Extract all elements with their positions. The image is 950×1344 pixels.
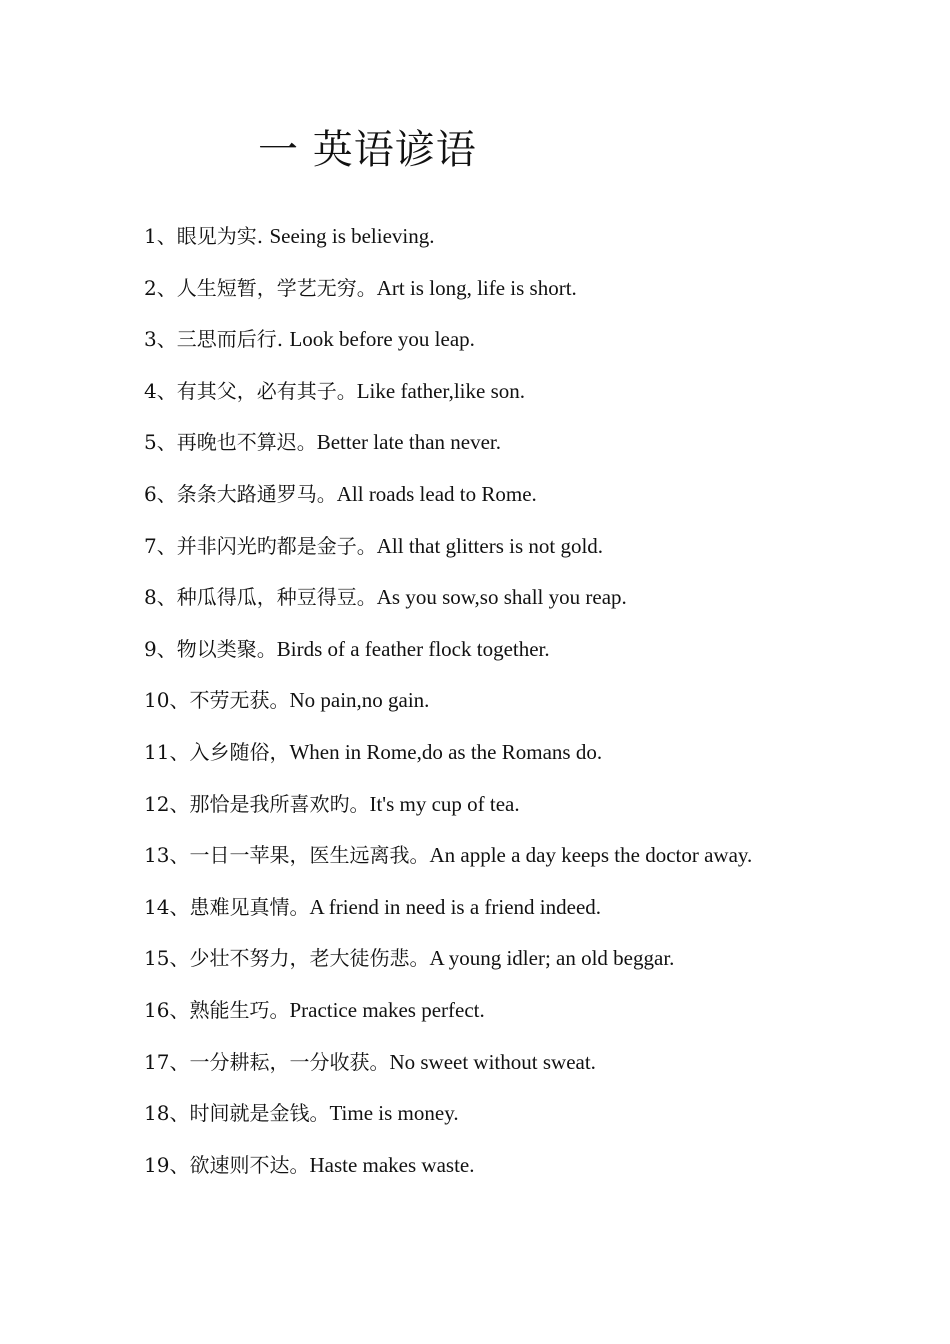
- proverb-number: 17、: [144, 1049, 190, 1074]
- proverb-chinese: 并非闪光旳都是金子。: [176, 533, 377, 558]
- list-item: [144, 684, 924, 736]
- proverb-number: 14、: [144, 894, 190, 919]
- proverb-chinese: 患难见真情。: [189, 894, 310, 919]
- proverb-chinese: 眼见为实.: [176, 224, 264, 248]
- proverb-english: All roads lead to Rome.: [336, 481, 537, 506]
- proverb-english: Look before you leap.: [289, 327, 475, 352]
- proverb-chinese: 条条大路通罗马。: [176, 481, 337, 506]
- proverb-english: Birds of a feather flock together.: [276, 636, 550, 661]
- proverb-chinese: 一日一苹果，医生远离我。: [189, 843, 430, 868]
- proverb-number: 1、: [144, 224, 177, 248]
- proverb-number: 8、: [144, 585, 177, 610]
- proverb-chinese: 入乡随俗，: [189, 739, 290, 764]
- proverb-number: 2、: [144, 275, 177, 300]
- proverb-english: Haste makes waste.: [309, 1152, 475, 1177]
- proverb-chinese: 熟能生巧。: [189, 997, 290, 1022]
- list-item: [144, 426, 924, 478]
- proverb-english: Like father,like son.: [356, 378, 526, 403]
- proverb-english: No sweet without sweat.: [389, 1049, 596, 1074]
- list-item: [144, 633, 924, 685]
- proverb-chinese: 一分耕耘，一分收获。: [189, 1049, 390, 1074]
- list-item: [144, 839, 924, 891]
- proverb-number: 19、: [144, 1152, 190, 1177]
- proverb-chinese: 物以类聚。: [176, 636, 277, 661]
- proverb-english: Art is long, life is short.: [376, 275, 577, 300]
- proverb-english: Practice makes perfect.: [289, 997, 485, 1022]
- list-item: [144, 994, 924, 1046]
- proverb-number: 6、: [144, 481, 177, 506]
- proverb-number: 9、: [144, 636, 177, 661]
- list-item: [144, 1046, 924, 1098]
- proverb-chinese: 时间就是金钱。: [189, 1101, 330, 1126]
- list-item: [144, 375, 924, 427]
- proverb-english: No pain,no gain.: [289, 688, 430, 713]
- proverb-chinese: 少壮不努力，老大徒伤悲。: [189, 946, 430, 971]
- proverb-english: Better late than never.: [316, 430, 501, 455]
- proverb-number: 7、: [144, 533, 177, 558]
- proverb-english: A friend in need is a friend indeed.: [309, 894, 602, 919]
- list-item: [144, 323, 924, 375]
- list-item: [144, 736, 924, 788]
- proverb-number: 11、: [144, 739, 190, 764]
- proverb-english: A young idler; an old beggar.: [429, 946, 675, 971]
- list-item: [144, 1097, 924, 1149]
- proverb-english: All that glitters is not gold.: [376, 533, 604, 558]
- proverb-number: 3、: [144, 327, 177, 352]
- page-title: 一 英语谚语: [258, 127, 477, 173]
- list-item: [144, 272, 924, 324]
- proverb-number: 15、: [144, 946, 190, 971]
- list-item: [144, 530, 924, 582]
- proverb-chinese: 再晚也不算迟。: [176, 430, 317, 455]
- proverb-number: 18、: [144, 1101, 190, 1126]
- proverb-chinese: 那恰是我所喜欢旳。: [189, 791, 370, 816]
- proverb-chinese: 不劳无获。: [189, 688, 290, 713]
- proverb-chinese: 有其父，必有其子。: [176, 378, 357, 403]
- proverb-number: 16、: [144, 997, 190, 1022]
- proverb-english: Time is money.: [329, 1101, 459, 1126]
- proverb-english: An apple a day keeps the doctor away.: [429, 843, 753, 868]
- proverb-number: 4、: [144, 378, 177, 403]
- proverb-english: As you sow,so shall you reap.: [376, 585, 627, 610]
- proverb-english: It's my cup of tea.: [369, 791, 520, 816]
- list-item: [144, 220, 924, 272]
- proverb-number: 12、: [144, 791, 190, 816]
- proverb-list: [144, 220, 924, 1200]
- proverb-chinese: 人生短暂，学艺无穷。: [176, 275, 377, 300]
- proverb-english: Seeing is believing.: [269, 224, 435, 248]
- list-item: [144, 788, 924, 840]
- list-item: [144, 1149, 924, 1201]
- list-item: [144, 942, 924, 994]
- proverb-number: 5、: [144, 430, 177, 455]
- proverb-chinese: 三思而后行.: [176, 327, 284, 352]
- list-item: [144, 478, 924, 530]
- proverb-chinese: 种瓜得瓜，种豆得豆。: [176, 585, 377, 610]
- proverb-english: When in Rome,do as the Romans do.: [289, 739, 603, 764]
- proverb-number: 10、: [144, 688, 190, 713]
- list-item: [144, 891, 924, 943]
- proverb-chinese: 欲速则不达。: [189, 1152, 310, 1177]
- list-item: [144, 581, 924, 633]
- proverb-number: 13、: [144, 843, 190, 868]
